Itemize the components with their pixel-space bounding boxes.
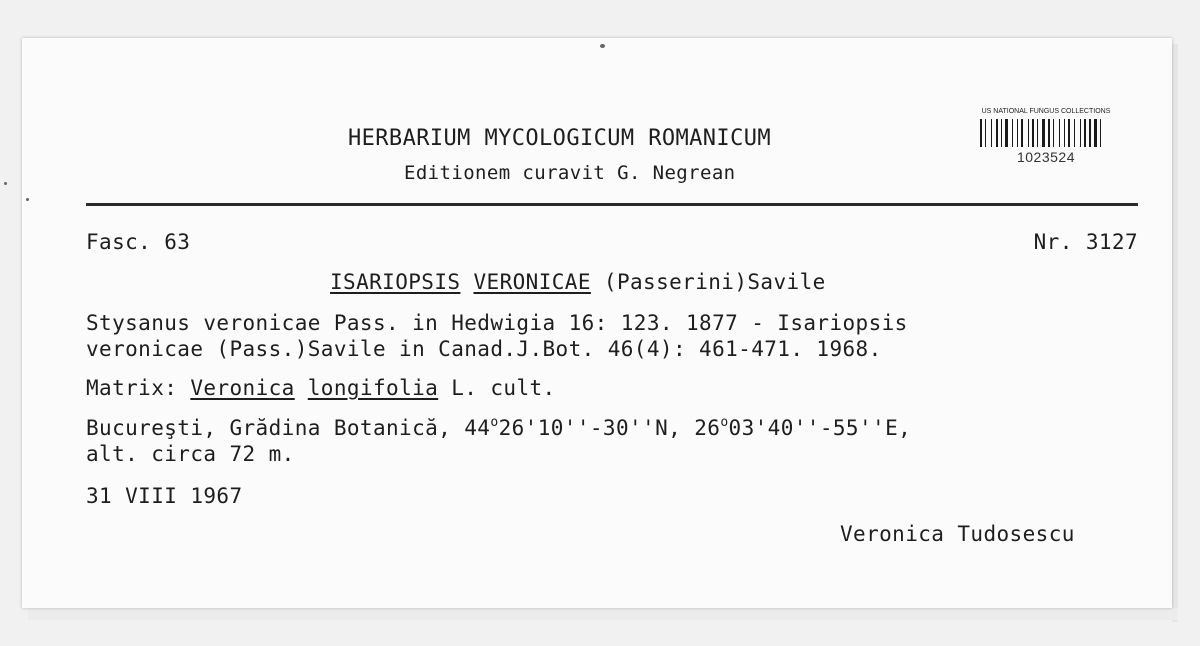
host-authority: L. cult. (438, 376, 556, 400)
barcode-label (978, 108, 1114, 168)
sheet-edge-bottom (28, 608, 1178, 620)
matrix-label: Matrix: (86, 376, 191, 400)
barcode-bar (985, 119, 986, 147)
barcode-bar (1005, 119, 1008, 147)
barcode-number: 1023524 (1016, 149, 1075, 165)
barcode-bar (1012, 119, 1013, 147)
barcode-bar (1100, 119, 1101, 147)
host-species: longifolia (307, 376, 439, 400)
barcode-bar (1017, 119, 1018, 147)
host-matrix (86, 378, 556, 399)
barcode-bar (1094, 119, 1097, 147)
species-epithet: VERONICAE (473, 270, 591, 294)
barcode-bar (1068, 119, 1070, 147)
barcode-bar (1053, 119, 1054, 147)
editor-line: Editionem curavit G. Negrean (404, 162, 736, 184)
dust-speck (4, 182, 7, 185)
species-name (330, 272, 826, 293)
host-genus: Veronica (190, 376, 295, 400)
locality-line-1 (86, 415, 912, 440)
barcode-bar (980, 119, 982, 147)
dust-speck (26, 198, 29, 201)
barcode-bar (996, 119, 998, 147)
specimen-number: Nr. 3127 (1033, 230, 1138, 254)
barcode-bar (1032, 119, 1034, 147)
fascicle-number: Fasc. 63 (86, 230, 191, 254)
sheet-edge-right (1172, 44, 1178, 622)
barcode-bar (1001, 119, 1002, 147)
collection-date: 31 VIII 1967 (86, 484, 243, 508)
locality-line-2: alt. circa 72 m. (86, 442, 295, 466)
barcode-bar (991, 119, 992, 147)
barcode-bar (1064, 119, 1065, 147)
herbarium-title: HERBARIUM MYCOLOGICUM ROMANICUM (348, 126, 771, 151)
degree-symbol-lat: o (490, 415, 499, 430)
longitude-rest: 03'40''-55''E, (728, 416, 912, 440)
locality-prefix: Bucureşti, Grădina Botanică, 44 (86, 416, 491, 440)
barcode-bar (1084, 119, 1086, 147)
barcode-bar (1028, 119, 1029, 147)
barcode-bar (1021, 119, 1023, 147)
latitude-rest: 26'10''-30''N, 26 (498, 416, 721, 440)
barcode-icon (980, 119, 1112, 147)
barcode-caption: US NATIONAL FUNGUS COLLECTIONS (981, 108, 1111, 115)
barcode-bar (1059, 119, 1060, 147)
synonymy-line-2: veronicae (Pass.)Savile in Canad.J.Bot. 46(4): 461-471. 1968. (86, 337, 882, 361)
synonymy-line-1: Stysanus veronicae Pass. in Hedwigia 16: 123. 1877 - Isariopsis (86, 311, 908, 335)
barcode-bar (1048, 119, 1050, 147)
species-authority: (Passerini)Savile (590, 270, 826, 294)
barcode-bar (1074, 119, 1075, 147)
barcode-bar (1042, 119, 1045, 147)
species-genus: ISARIOPSIS (330, 270, 461, 294)
degree-symbol-lon: o (720, 415, 729, 430)
header-divider (86, 203, 1138, 206)
dust-speck (600, 44, 605, 48)
barcode-bar (1080, 119, 1081, 147)
barcode-bar (1089, 119, 1091, 147)
barcode-bar (1037, 119, 1038, 147)
collector-name: Veronica Tudosescu (840, 522, 1075, 546)
